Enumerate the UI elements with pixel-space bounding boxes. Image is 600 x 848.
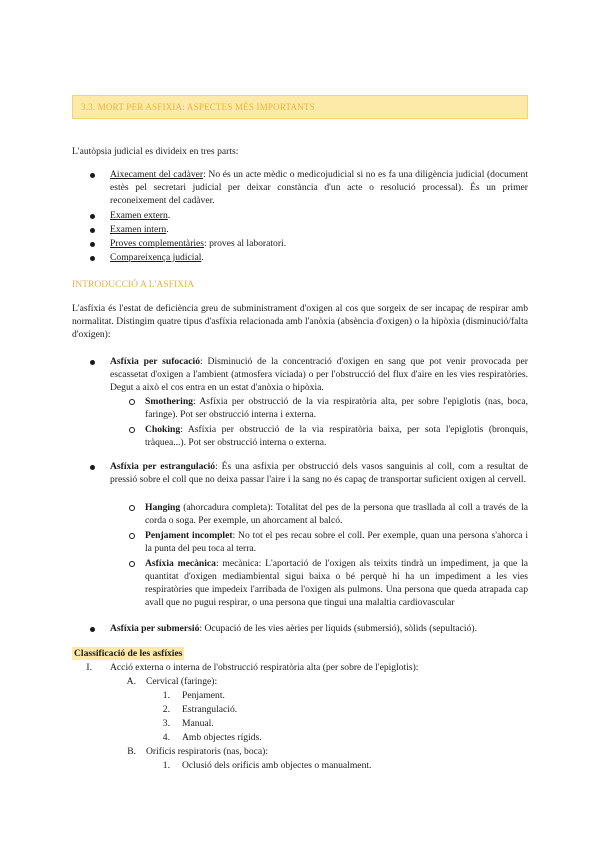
list-item-choking: Choking: Asfíxia per obstrucció de la via respiratòria baixa, per sota l'epiglotis (bronquis, tràquea...). Pot ser obstrucció interna o externa. [145, 424, 528, 448]
list-item-asfixia-mecanica: Asfíxia mecànica: mecànica: L'aportació de l'oxigen als teixits tindrà un impediment, ja que la quantitat d'oxigen mediambiental sigui baixa o bé perquè hi ha un impediment a les vies respiratòries que impedeix l'arribada de l'oxigen als pulmons. Una persona que queda atrapada cap avall que no pugui respirar, o una persona que tingui una malaltia cardiovascular [145, 558, 528, 608]
autopsy-intro: L'autòpsia judicial es divideix en tres parts: [72, 146, 239, 157]
circle-bullet-icon [129, 561, 135, 567]
circle-bullet-icon [129, 399, 135, 405]
bullet-icon [90, 242, 95, 247]
bullet-icon [90, 360, 95, 365]
list-item: Penjament. [182, 690, 225, 701]
list-item-examen-intern: Examen intern. [110, 224, 169, 235]
list-item-examen-extern: Examen extern. [110, 210, 171, 221]
list-item: Manual. [182, 718, 214, 729]
section-title-banner [72, 95, 528, 119]
list-item-proves: Proves complementàries: proves al laboratori. [110, 238, 287, 249]
list-item-submersio: Asfíxia per submersió: Ocupació de les vies aèries per líquids (submersió), sòlids (sepultació). [110, 623, 477, 634]
list-label-I: I. [86, 662, 92, 673]
list-number: 3. [162, 718, 170, 729]
list-item: Amb objectes rígids. [182, 732, 262, 743]
list-item-compareixenca: Compareixença judicial. [110, 252, 204, 263]
bullet-icon [90, 627, 95, 632]
list-item-estrangulacio: Asfíxia per estrangulació: És una asfíxia per obstrucció dels vasos sanguinis al coll, com a resultat de pressió sobre el coll que no deixa passar l'aire i la sang no és capaç de transportar suficient oxigen al cervell. [110, 461, 528, 485]
list-item-aixecament: Aixecament del cadàver: No és un acte mèdic o medicojudicial si no es fa una diligència judicial (document estès pel secretari judicial per deixar constància d'un acte o resolució processal). És un primer reconeixement del cadàver. [110, 169, 529, 206]
circle-bullet-icon [129, 505, 135, 511]
list-item: Estrangulació. [182, 704, 238, 715]
list-item-I: Acció externa o interna de l'obstrucció respiratòria alta (per sobre de l'epiglotis): [110, 662, 419, 673]
list-item-smothering: Smothering: Asfíxia per obstrucció de la via respiratòria alta, per sobre l'epiglotis (nas, boca, faringe). Pot ser obstrucció interna i externa. [145, 396, 528, 420]
circle-bullet-icon [129, 533, 135, 539]
list-item-sufocacio: Asfíxia per sufocació: Disminució de la concentració d'oxigen en sang que pot venir provocada per escassetat d'oxigen a l'ambient (atmosfera viciada) o per l'obstrucció del flux d'aire en les vies respiratòries. Degut a això el cos entra en un estat d'anòxia o hipòxia. [110, 356, 528, 393]
list-item-B: Orificis respiratoris (nas, boca): [146, 746, 269, 757]
section-title: 3.3. MORT PER ASFIXIA: ASPECTES MÉS IMPORTANTS [81, 102, 315, 112]
bullet-icon [90, 214, 95, 219]
list-label-A: A. [126, 676, 136, 687]
classification-heading: Classificació de les asfíxies [74, 648, 183, 659]
subtitle-introduccio: INTRODUCCIÓ A L'ASFIXIA [72, 279, 195, 290]
list-label-B: B. [127, 746, 136, 757]
bullet-icon [90, 173, 95, 178]
list-item: Oclusió dels orificis amb objectes o manualment. [182, 760, 372, 771]
list-item-A: Cervical (faringe): [146, 676, 218, 687]
list-number: 1. [162, 690, 170, 701]
bullet-icon [90, 256, 95, 261]
list-item-penjament-incomplet: Penjament incomplet: No tot el pes recau sobre el coll. Per exemple, quan una persona s'ahorca i la punta del peu toca al terra. [145, 530, 528, 554]
bullet-icon [90, 228, 95, 233]
list-number: 4. [162, 732, 170, 743]
bullet-icon [90, 465, 95, 470]
list-number: 1. [162, 760, 170, 771]
circle-bullet-icon [129, 427, 135, 433]
asfixia-definition: L'asfíxia és l'estat de deficiència greu de subministrament d'oxigen al cos que sorgeix de ser incapaç de respirar amb normalitat. Distingim quatre tipus d'asfíxia relacionada amb l'anòxia (absència d'oxigen) o la hipòxia (disminució/falta d'oxigen): [72, 303, 528, 340]
list-number: 2. [162, 704, 170, 715]
list-item-hanging: Hanging (ahorcadura completa): Totalitat del pes de la persona que trasllada al coll a través de la corda o soga. Per exemple, un ahorcament al balcó. [145, 502, 528, 526]
